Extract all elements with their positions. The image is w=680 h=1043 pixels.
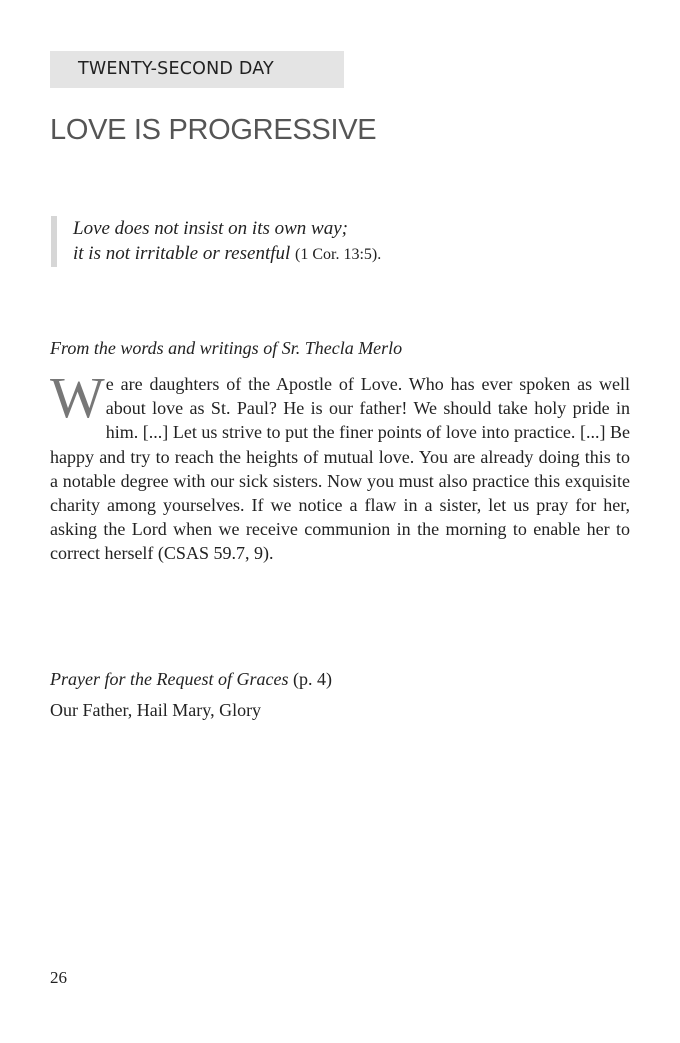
prayer-title: Prayer for the Request of Graces: [50, 669, 289, 689]
page-title: LOVE IS PROGRESSIVE: [50, 114, 377, 146]
page-number: 26: [50, 968, 67, 987]
reading-body: e are daughters of the Apostle of Love. Who has ever spoken as well about love as St. Paul? He is our father! We should take holy pride in him. [...] Let us strive to put the finer points of love into practice. [...] Be happy and try to reach the heights of mutual love. You are already doing this to a notable degree with our sick sisters. Now you must also practice this exquisite charity among yourselves. If we notice a flaw in a sister, let us pray for her, asking the Lord when we receive communion in the morning to enable her to correct herself (CSAS 59.7, 9).: [50, 374, 630, 564]
closing-prayers: Our Father, Hail Mary, Glory: [50, 700, 262, 720]
epigraph-line-1: Love does not insist on its own way;: [73, 218, 348, 239]
drop-cap: W: [50, 365, 105, 430]
epigraph-line-2: it is not irritable or resentful: [73, 243, 291, 264]
prayer-line: [50, 667, 332, 691]
epigraph-quote: [51, 216, 633, 267]
prayer-page-ref: (p. 4): [292, 669, 332, 689]
day-label: TWENTY-SECOND DAY: [50, 51, 344, 88]
epigraph-reference: (1 Cor. 13:5).: [295, 246, 382, 263]
reading-text: [50, 365, 630, 566]
reading-heading: From the words and writings of Sr. Thecla Merlo: [50, 338, 403, 358]
